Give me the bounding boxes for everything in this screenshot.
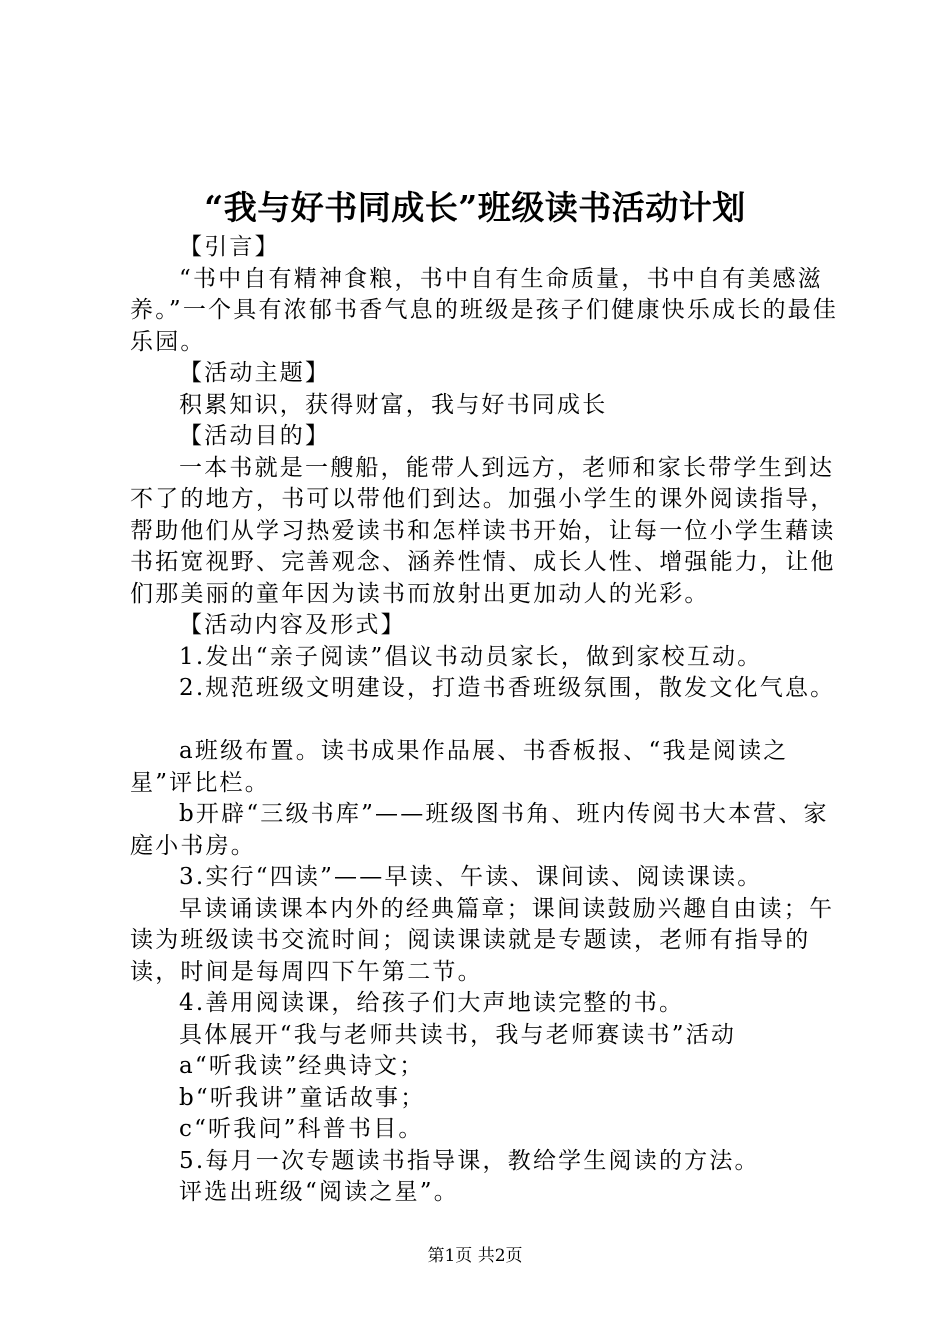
paragraph-content-heading: 【活动内容及形式】 (179, 612, 406, 638)
paragraph-theme: 积累知识，获得财富，我与好书同成长 (179, 391, 608, 418)
paragraph-theme-heading: 【活动主题】 (179, 360, 331, 386)
paragraph-item-4b: b“听我讲”童话故事； (179, 1084, 426, 1111)
paragraph-purpose-heading: 【活动目的】 (179, 423, 331, 449)
paragraph-item-4c: c“听我问”科普书目。 (179, 1116, 424, 1142)
paragraph-item-3: 3.实行“四读”——早读、午读、课间读、阅读课读。 (179, 864, 763, 890)
blank-line (130, 705, 850, 737)
paragraph-purpose: 一本书就是一艘船，能带人到远方，老师和家长带学生到达不了的地方，书可以带他们到达。加强小学生的课外阅读指导，帮助他们从学习热爱读书和怎样读书开始，让每一位小学生藉读书拓宽视野、完善观念、涵养性情、成长人性、增强能力，让他们那美丽的童年因为读书而放射出更加动人的光彩。 (130, 454, 836, 607)
paragraph-item-1: 1.发出“亲子阅读”倡议书动员家长，做到家校互动。 (179, 643, 763, 670)
document-title: “我与好书同成长”班级读书活动计划 (204, 188, 746, 227)
paragraph-item-5-detail: 评选出班级“阅读之星”。 (179, 1179, 459, 1205)
paragraph-intro: “书中自有精神食粮，书中自有生命质量，书中自有美感滋养。”一个具有浓郁书香气息的班级是孩子们健康快乐成长的最佳乐园。 (130, 265, 839, 355)
paragraph-intro-heading: 【引言】 (179, 234, 280, 260)
document-body (130, 232, 850, 1209)
paragraph-item-5: 5.每月一次专题读书指导课，教给学生阅读的方法。 (179, 1147, 760, 1174)
paragraph-item-4-detail: 具体展开“我与老师共读书，我与老师赛读书”活动 (179, 1021, 737, 1048)
paragraph-item-2a: a班级布置。读书成果作品展、书香板报、“我是阅读之星”评比栏。 (130, 738, 789, 796)
paragraph-item-2b: b开辟“三级书库”——班级图书角、班内传阅书大本营、家庭小书房。 (130, 801, 829, 859)
paragraph-item-3-detail: 早读诵读课本内外的经典篇章；课间读鼓励兴趣自由读；午读为班级读书交流时间；阅读课读就是专题读，老师有指导的读，时间是每周四下午第二节。 (130, 895, 835, 985)
page-footer: 第1页 共2页 (427, 1246, 523, 1266)
paragraph-item-4: 4.善用阅读课，给孩子们大声地读完整的书。 (179, 990, 685, 1016)
paragraph-item-4a: a“听我读”经典诗文； (179, 1053, 425, 1079)
paragraph-item-2: 2.规范班级文明建设，打造书香班级氛围，散发文化气息。 (179, 675, 836, 701)
